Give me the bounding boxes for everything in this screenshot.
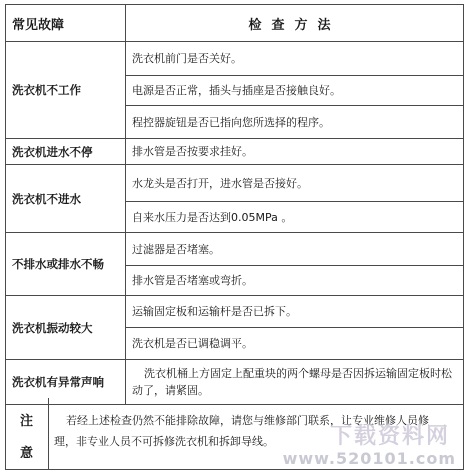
method-cell: 过滤器是否堵塞。: [126, 233, 464, 266]
method-cell: 自来水压力是否达到0.05MPa 。: [126, 202, 464, 233]
fault-cell: 洗衣机有异常声响: [6, 360, 126, 405]
table-row: [6, 233, 464, 266]
method-cell: 运输固定板和运输杆是否已拆下。: [126, 296, 464, 328]
table-row: [6, 165, 464, 202]
note-label: [6, 398, 49, 469]
method-cell: 程控器旋钮是否已指向您所选择的程序。: [126, 106, 464, 139]
method-cell: 水龙头是否打开，进水管是否接好。: [126, 165, 464, 202]
troubleshooting-table: [5, 4, 464, 405]
note-label-1: 注: [20, 414, 34, 429]
note-text: 若经上述检查仍然不能排除故障，请您与维修部门联系，让专业维修人员修理，非专业人员不可拆修洗衣机和拆卸导线。: [54, 414, 429, 448]
note-label-2: 意: [20, 446, 34, 461]
fault-cell: 洗衣机不工作: [6, 42, 126, 139]
watermark-text: 下载资料网: [329, 424, 450, 449]
fault-cell: 洗衣机振动较大: [6, 296, 126, 360]
header-fault: 常见故障: [6, 5, 126, 42]
table-row: [6, 139, 464, 165]
fault-cell: 不排水或排水不畅: [6, 233, 126, 296]
method-cell: 洗衣机前门是否关好。: [126, 42, 464, 76]
table-row: [6, 42, 464, 76]
method-cell: 洗衣机是否已调稳调平。: [126, 328, 464, 360]
method-cell: 排水管是否按要求挂好。: [126, 139, 464, 165]
method-cell: 洗衣机桶上方固定上配重块的两个螺母是否因拆运输固定板时松动了，请紧固。: [126, 360, 464, 405]
table-row: [6, 296, 464, 328]
method-cell: 排水管是否堵塞或弯折。: [126, 266, 464, 296]
header-method: 检查方法: [126, 5, 464, 42]
fault-cell: 洗衣机进水不停: [6, 139, 126, 165]
watermark-url: www.520101.com: [282, 449, 456, 468]
troubleshooting-sheet: [5, 4, 464, 470]
table-header-row: [6, 5, 464, 42]
fault-cell: 洗衣机不进水: [6, 165, 126, 233]
method-cell: 电源是否正常，插头与插座是否接触良好。: [126, 76, 464, 106]
